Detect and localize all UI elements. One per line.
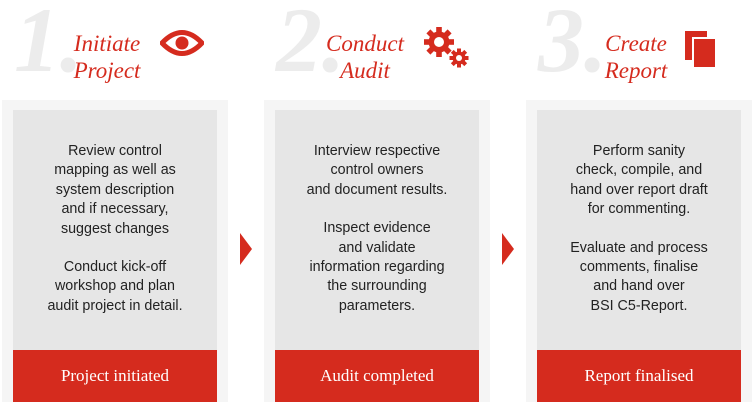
text-line: hand over report draft <box>570 181 708 198</box>
text-line: check, compile, and <box>575 162 703 179</box>
text-line: Perform sanity <box>592 143 686 159</box>
paragraph-2 <box>275 219 479 316</box>
text-line: control owners <box>330 162 424 179</box>
text-line: audit project in detail. <box>47 297 183 314</box>
step-number: 2. <box>276 0 345 91</box>
step-title <box>312 30 418 84</box>
text-line: workshop and plan <box>54 278 176 295</box>
text-line: mapping as well as <box>54 162 176 179</box>
text-line: and hand over <box>593 278 685 295</box>
documents-icon <box>684 30 718 68</box>
gears-icon <box>423 26 471 70</box>
title-line: Project <box>73 58 141 83</box>
step-number: 1. <box>14 0 83 91</box>
text-line: system description <box>55 181 175 198</box>
paragraph-2 <box>13 258 217 316</box>
step-description <box>275 142 479 335</box>
text-line: suggest changes <box>60 220 170 237</box>
title-line: Initiate <box>73 31 141 56</box>
step-description <box>13 142 217 335</box>
text-line: and if necessary, <box>61 201 169 218</box>
step-result-bar: Project initiated <box>13 350 217 402</box>
eye-icon <box>160 28 204 58</box>
paragraph-1 <box>13 142 217 239</box>
title-line: Audit <box>340 58 390 83</box>
title-line: Conduct <box>326 31 404 56</box>
text-line: Conduct kick-off <box>63 259 167 276</box>
step-title <box>52 30 162 84</box>
text-line: and validate <box>338 239 416 256</box>
arrow-right-icon <box>502 233 514 265</box>
step-result-bar: Audit completed <box>275 350 479 402</box>
paragraph-1 <box>275 142 479 200</box>
step-result-bar: Report finalised <box>537 350 741 402</box>
step-title <box>584 30 688 84</box>
text-line: comments, finalise <box>579 259 699 276</box>
text-line: the surrounding <box>327 278 427 295</box>
text-line: Review control <box>68 143 162 159</box>
paragraph-1 <box>537 142 741 220</box>
text-line: Inspect evidence <box>323 220 431 237</box>
text-line: and document results. <box>306 181 448 198</box>
title-line: Create <box>605 31 667 56</box>
text-line: information regarding <box>309 259 445 276</box>
text-line: for commenting. <box>587 201 691 218</box>
step-number: 3. <box>538 0 607 91</box>
step-description <box>537 142 741 335</box>
title-line: Report <box>604 58 668 83</box>
paragraph-2 <box>537 239 741 317</box>
text-line: BSI C5-Report. <box>590 297 688 314</box>
text-line: Interview respective <box>313 143 441 159</box>
arrow-right-icon <box>240 233 252 265</box>
text-line: parameters. <box>338 297 416 314</box>
text-line: Evaluate and process <box>570 239 708 256</box>
